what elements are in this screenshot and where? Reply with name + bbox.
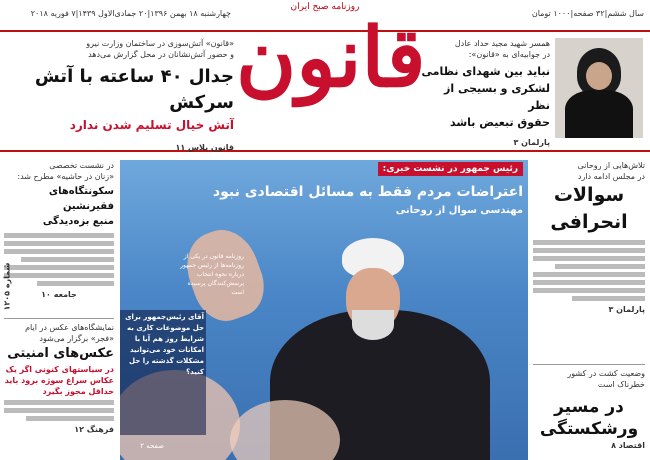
- story-kicker: در مجلس ادامه دارد: [577, 172, 645, 181]
- story-headline-line: ورشکستگی: [539, 419, 639, 439]
- issue-date: چهارشنبه ۱۸ بهمن ۱۳۹۶|۲۰ جمادی‌الاول ۱۴۳۹|۷ فوریه ۲۰۱۸: [30, 9, 231, 18]
- page-ref: پارلمان ۳: [513, 138, 550, 147]
- lead-subhead: مهندسی سوال از روحانی: [395, 205, 523, 216]
- lead-kicker: رئیس جمهور در نشست خبری:: [378, 162, 523, 176]
- lead-headline: اعتراضات مردم فقط به مسائل اقتصادی نبود: [212, 184, 523, 200]
- page-ref: فرهنگ ۱۲: [74, 425, 114, 434]
- divider: [533, 364, 645, 365]
- story-headline-line: لشکری و بسیجی از نظر: [444, 82, 550, 112]
- story-kicker: در جوابیه‌ای به «قانون»:: [468, 50, 550, 59]
- portrait-photo: [555, 38, 643, 138]
- story-headline: جدال ۴۰ ساعته با آتش سرکش: [34, 66, 234, 113]
- story-subhead: آتش خیال تسلیم شدن ندارد: [69, 118, 234, 132]
- story-headline-line: سکونتگاه‌های فقیرنشین: [48, 186, 114, 212]
- issue-number: شماره ۱۲۰۵: [2, 262, 12, 311]
- story-headline-line: در مسیر: [554, 397, 624, 417]
- left-column-story-b: [4, 322, 114, 435]
- page-ref: اقتصاد ۸: [611, 441, 645, 450]
- story-kicker: «فجر» برگزار می‌شود: [39, 334, 114, 343]
- story-headline-line: نباید بین شهدای نظامی: [421, 65, 550, 78]
- page-ref: قانون پلاس ۱۱: [175, 143, 234, 152]
- story-kicker: در نشست تخصصی: [49, 161, 114, 170]
- masthead: [236, 2, 426, 147]
- story-bullet: «قانون» آتش‌سوزی در ساختمان وزارت نیرو: [86, 39, 234, 48]
- story-headline-line: منبع بزه‌دیدگی: [42, 216, 114, 227]
- page-ref: پارلمان ۳: [608, 305, 645, 314]
- story-kicker: همسر شهید مجید حداد عادل: [454, 39, 550, 48]
- issue-info: سال ششم|۳۲ صفحه|۱۰۰۰ تومان: [531, 9, 644, 18]
- story-kicker: نمایشگاه‌های عکس در ایام: [25, 323, 114, 332]
- story-bullet: و حضور آتش‌نشانان در محل گزارش می‌دهد: [88, 50, 234, 59]
- masthead-tagline: روزنامه صبح ایران: [290, 2, 360, 12]
- story-headline: عکس‌های امنیتی: [7, 346, 114, 361]
- story-kicker: خطرناک است: [597, 380, 645, 389]
- page-ref: صفحه ۲: [140, 442, 164, 450]
- story-headline-line: حقوق تبعیض باشد: [450, 116, 550, 129]
- masthead-title: قانون: [236, 10, 426, 106]
- lead-teaser: روزنامه قانون در یکی از روزنامه‌ها از رئیس جمهور درباره نحوه انتخاب پرسش‌کنندگان پرسیده است: [180, 253, 244, 296]
- story-headline-line: انحرافی: [550, 211, 628, 233]
- story-kicker: وضعیت کشت در کشور: [567, 369, 645, 378]
- divider: [4, 318, 114, 319]
- right-column-story: [533, 160, 645, 315]
- top-right-story: [420, 38, 550, 148]
- lead-question: آقای رئیس‌جمهور برای حل موضوعات کاری به شرایط روز هم آیا با امکانات خود می‌توانید مشکلات گذشته را حل کنید؟: [125, 313, 204, 376]
- lead-story: [205, 162, 523, 218]
- story-subhead: در سیاستهای کنونی اگر یک عکاس سراغ سوژه برود باید حداقل مجوز بگیرد: [4, 365, 114, 396]
- right-column-story-b: [533, 368, 645, 451]
- story-kicker: «زنان در حاشیه» مطرح شد:: [17, 172, 114, 181]
- story-kicker: تلاش‌هایی از روحانی: [577, 161, 645, 170]
- story-headline-line: سوالات: [553, 184, 625, 206]
- left-column-story: [4, 160, 114, 300]
- top-left-story: [8, 38, 234, 153]
- page-ref: جامعه ۱۰: [41, 290, 77, 299]
